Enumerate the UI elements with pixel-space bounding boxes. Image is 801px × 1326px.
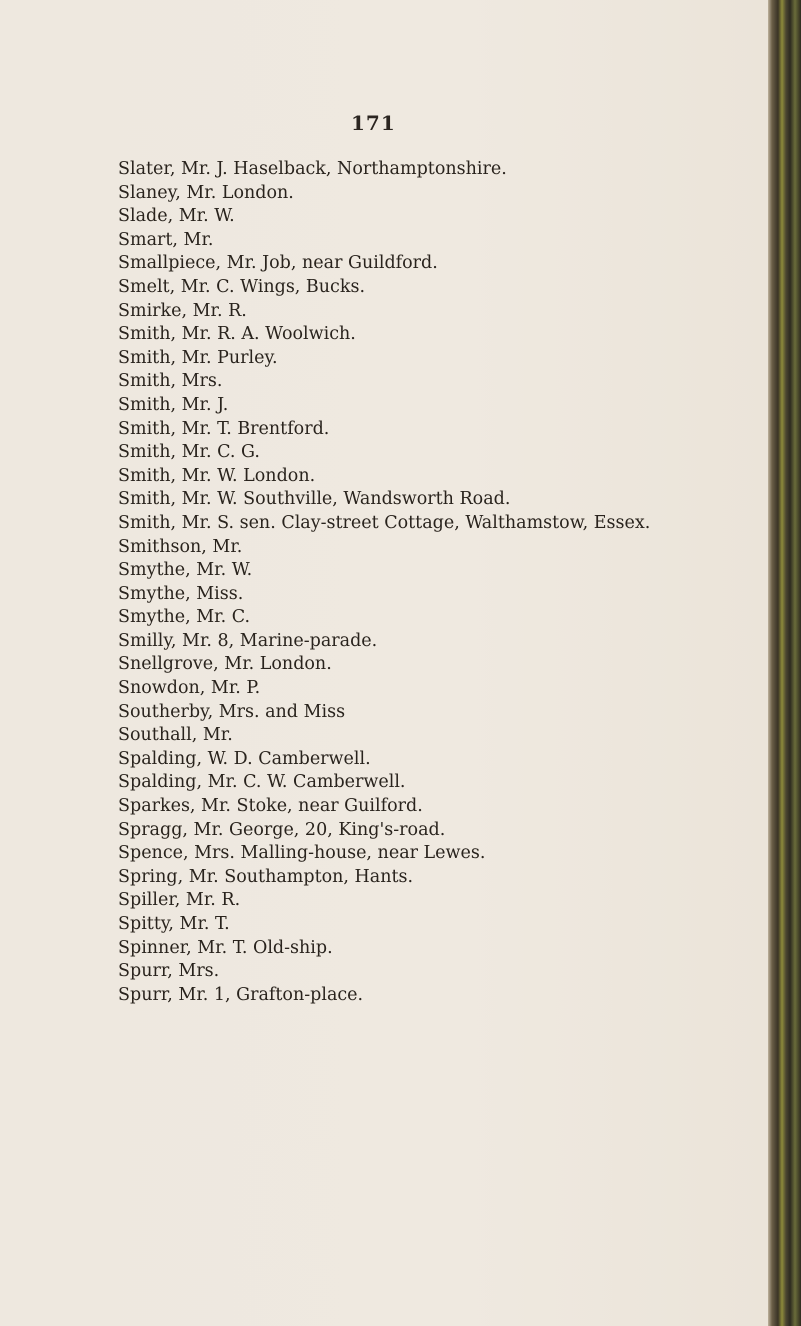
list-item: Smythe, Miss.: [118, 583, 244, 604]
list-item: Southall, Mr.: [118, 725, 233, 746]
list-item: Smith, Mr. R. A. Woolwich.: [118, 324, 356, 345]
list-item: Smith, Mr. Purley.: [118, 347, 278, 368]
list-item: Smirke, Mr. R.: [118, 300, 247, 321]
list-item: Smelt, Mr. C. Wings, Bucks.: [118, 276, 366, 297]
page-number: 171: [351, 111, 396, 135]
list-item: Slaney, Mr. London.: [118, 182, 294, 203]
list-item: Spalding, Mr. C. W. Camberwell.: [118, 772, 406, 793]
list-item: Southerby, Mrs. and Miss: [118, 701, 346, 722]
list-item: Smallpiece, Mr. Job, near Guildford.: [118, 253, 438, 274]
list-item: Spragg, Mr. George, 20, King's-road.: [118, 819, 446, 840]
list-item: Spitty, Mr. T.: [118, 914, 230, 934]
subscriber-list: [118, 158, 650, 1007]
list-item: Smith, Mr. C. G.: [118, 442, 260, 463]
list-item: Snowdon, Mr. P.: [118, 678, 261, 699]
list-item: Smith, Mrs.: [118, 371, 223, 392]
list-item: Smilly, Mr. 8, Marine-parade.: [118, 630, 378, 651]
list-item: Smart, Mr.: [118, 229, 214, 250]
list-item: Spring, Mr. Southampton, Hants.: [118, 866, 414, 887]
list-item: Smythe, Mr. W.: [118, 560, 253, 581]
book-binding-edge: [768, 0, 801, 1326]
list-item: Sparkes, Mr. Stoke, near Guilford.: [118, 796, 423, 817]
list-item: Spiller, Mr. R.: [118, 890, 241, 911]
list-item: Smith, Mr. W. London.: [118, 465, 316, 486]
list-item: Smithson, Mr.: [118, 536, 243, 557]
list-item: Smith, Mr. W. Southville, Wandsworth Road.: [118, 489, 511, 510]
list-item: Spinner, Mr. T. Old-ship.: [118, 937, 333, 958]
list-item: Snellgrove, Mr. London.: [118, 654, 332, 675]
list-item: Spalding, W. D. Camberwell.: [118, 748, 371, 769]
list-item: Spence, Mrs. Malling-house, near Lewes.: [118, 843, 486, 864]
list-item: Smith, Mr. T. Brentford.: [118, 418, 330, 439]
list-item: Spurr, Mrs.: [118, 961, 220, 982]
list-item: Smythe, Mr. C.: [118, 607, 251, 628]
list-item: Smith, Mr. S. sen. Clay-street Cottage, Walthamstow, Essex.: [118, 512, 651, 533]
list-item: Spurr, Mr. 1, Grafton-place.: [118, 984, 364, 1005]
list-item: Smith, Mr. J.: [118, 394, 229, 415]
list-item: Slade, Mr. W.: [118, 206, 235, 227]
list-item: Slater, Mr. J. Haselback, Northamptonshire.: [118, 159, 507, 179]
